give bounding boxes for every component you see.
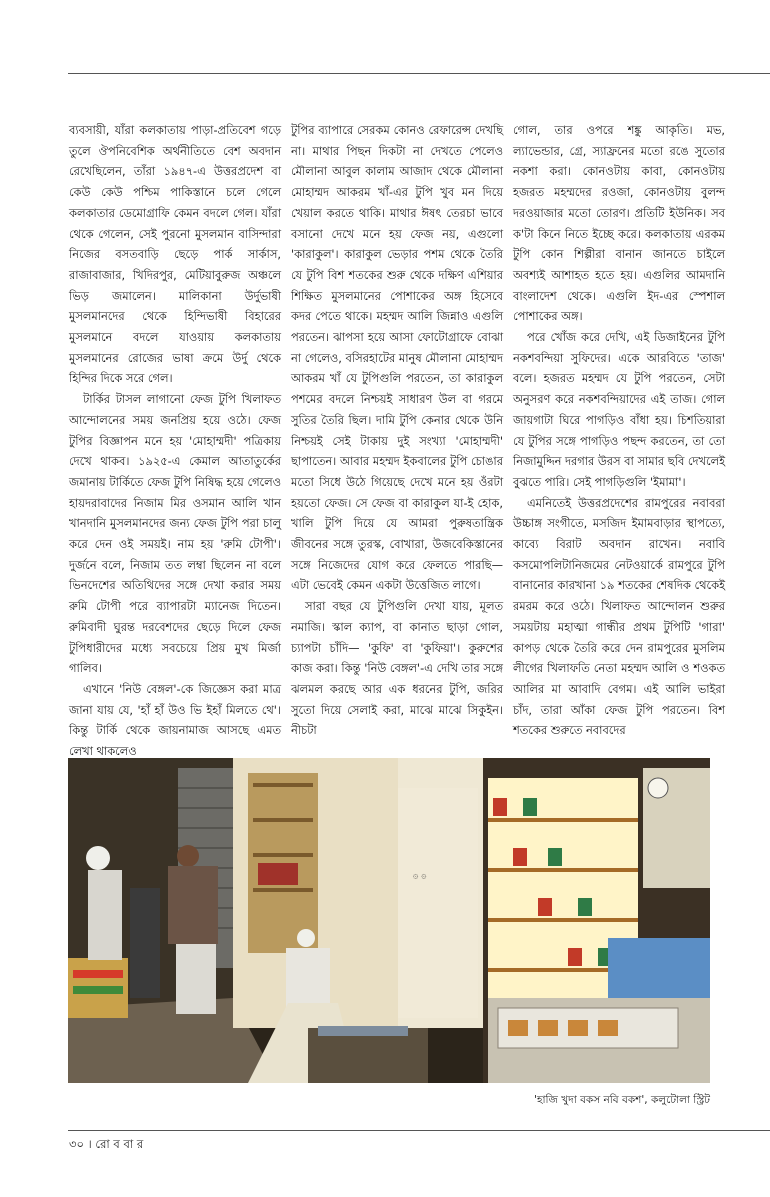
shop-photograph [68,758,710,1083]
footer-separator: । [87,1137,92,1151]
article-column-1 [69,120,281,762]
page-footer [69,1136,143,1155]
paragraph: সারা বছর যে টুপিগুলি দেখা যায়, মূলত নমাজি। স্কাল ক্যাপ, বা কানাত ছাড়া গোল, চ্যাপটা চাঁদি— 'কুফি' বা 'কুফিয়া'। কুরুশের কাজ করা। কিন্তু 'নিউ বেঙ্গল'-এ দেখি তার সঙ্গে ঝলমল করছে আর এক ধরনের টুপি, জরির সুতো দিয়ে সেলাই করা, মাঝে মাঝে সিকুইন। নীচটা [291,599,503,738]
bottom-rule [68,1130,770,1131]
top-rule [68,73,770,74]
paragraph: ব্যবসায়ী, যাঁরা কলকাতায় পাড়া-প্রতিবেশ গড়ে তুলে ঔপনিবেশিক অর্থনীতিতে বেশ অবদান রেখেছিলেন, তাঁরা ১৯৪৭-এ উত্তরপ্রদেশ বা কেউ কেউ পশ্চিম পাকিস্তানে চলে গেলে কলকাতার ডেমোগ্রাফি কেমন বদলে গেল। যাঁরা থেকে গেলেন, সেই পুরনো মুসলমান বাসিন্দারা নিজের বসতবাড়ি ছেড়ে পার্ক সার্কাস, রাজাবাজার, খিদিরপুর, মেটিয়াবুরুজ অঞ্চলে ভিড় জমালেন। মালিকানা উর্দুভাষী মুসলমানদের থেকে হিন্দিভাষী বিহারের মুসলমানে বদলে যাওয়ায় কলকাতায় মুসলমানের রোজের ভাষা ক্রমে উর্দু থেকে হিন্দির দিকে সরে গেল। [69,123,281,386]
page-number: ৩০ [69,1137,84,1151]
article-column-3 [513,120,725,741]
paragraph: টুপির ব্যাপারে সেরকম কোনও রেফারেন্স দেখছি না। মাথার পিছন দিকটা না দেখতে পেলেও মৌলানা আবুল কালাম আজাদ থেকে মৌলানা মোহাম্মদ আকরম খাঁ-এর টুপি খুব মন দিয়ে খেয়াল করতে থাকি। মাথার ঈষৎ তেরচা ভাবে বসানো দেখে মনে হয় ফেজ নয়, এগুলো 'কারাকুল'। কারাকুল ভেড়ার পশম থেকে তৈরি যে টুপি বিশ শতকের শুরু থেকে দক্ষিণ এশিয়ার শিক্ষিত মুসলমানের পোশাকের অঙ্গ হিসেবে কদর পেতে থাকে। মহম্মদ আলি জিন্নাও এগুলি পরতেন। ঝাপসা হয়ে আসা ফোটোগ্রাফে বোঝা না গেলেও, বসিরহাটের মানুষ মৌলানা মোহাম্মদ আকরম খাঁ যে টুপিগুলি পরতেন, তা কারাকুল পশমের বদলে নিশ্চয়ই সাধারণ উল বা গরমে সুতির তৈরি ছিল। দামি টুপি কেনার থেকে উনি নিশ্চয়ই সেই টাকায় দুই সংখ্যা 'মোহাম্মদী' ছাপাতেন। আবার মহম্মদ ইকবালের টুপি চোঙার মতো সিধে উঠে গিয়েছে দেখে মনে হয় ওঁরটা হয়তো ফেজ। সে ফেজ বা কারাকুল যা-ই হোক, খালি টুপি দিয়ে যে আমরা পুরুষতান্ত্রিক জীবনের সঙ্গে তুরস্ক, বোখারা, উজবেকিস্তানের সঙ্গে নিজেদের যোগ করে ফেলতে পারছি— এটা ভেবেই কেমন একটা উত্তেজিত লাগে। [291,123,503,593]
photo-caption: 'হাজি খুদা বকস নবি বকশ', কলুটোলা স্ট্রিট [534,1094,710,1106]
paragraph: এমনিতেই উত্তরপ্রদেশের রামপুরের নবাবরা উচ্চাঙ্গ সংগীতে, মসজিদ ইমামবাড়ার স্থাপত্যে, কাব্যে বিরাট অবদান রাখেন। নবাবি কসমোপলিটানিজমের নেটওয়ার্কে রামপুরে টুপি বানানোর কারখানা ১৯ শতকের শেষদিক থেকেই রমরম করে ওঠে। খিলাফত আন্দোলন শুরুর সময়টায় মহাত্মা গান্ধীর প্রথম টুপিটি 'গারা' কাপড় থেকে তৈরি করে দেন রামপুরের মুসলিম লীগের খিলাফতি নেতা মহম্মদ আলি ও শওকত আলির মা আবাদি বেগম। এই আলি ভাইরা চাঁদ, তারা আঁকা ফেজ টুপি পরতেন। বিশ শতকের শুরুতে নবাবদের [513,495,725,738]
section-name: রো ব বা র [95,1137,144,1151]
paragraph: টার্কির টাসল লাগানো ফেজ টুপি খিলাফত আন্দোলনের সময় জনপ্রিয় হয়ে ওঠে। ফেজ টুপির বিজ্ঞাপন মনে হয় 'মোহাম্মদী' পত্রিকায় দেখে থাকব। ১৯২৫-এ কেমাল আতাতুর্কের জমানায় টার্কিতে ফেজ টুপি নিষিদ্ধ হয়ে গেলেও হায়দরাবাদের নিজাম মির ওসমান আলি খান খানদানি মুসলমানদের জন্য ফেজ টুপি পরা চালু করে দেন ওই সময়ই। নাম হয় 'রুমি টোপী'। দুর্জনে বলে, নিজাম তত লম্বা ছিলেন না বলে ভিনদেশের অতিথিদের সঙ্গে দেখা করার সময় রুমি টোপী পরে ব্যাপারটা ম্যানেজ দিতেন। রুমিবাদী ঘুরন্ত দরবেশদের ছেড়ে দিলে ফেজ টুপিধারীদের মধ্যে সবচেয়ে প্রিয় মুখ মির্জা গালিব। [69,392,281,676]
paragraph: পরে খোঁজ করে দেখি, এই ডিজাইনের টুপি নকশবন্দিয়া সুফিদের। একে আরবিতে 'তাজ' বলে। হজরত মহম্মদ যে টুপি পরতেন, সেটা অনুসরণ করে নকশবন্দিয়াদের এই তাজ। গোল জায়গাটা ঘিরে পাগড়িও বাঁধা হয়। চিশতিয়ারা যে টুপির সঙ্গে পাগড়িও পছন্দ করতেন, তা তো নিজামুদ্দিন দরগার উরস বা সামার ছবি দেখলেই বুঝতে পারি। সেই পাগড়িগুলি 'ইমামা'। [513,330,725,489]
article-column-2 [291,120,503,741]
paragraph: গোল, তার ওপরে শঙ্কু আকৃতি। মভ, ল্যাভেন্ডার, গ্রে, স্যাফ্রনের মতো রঙে সুতোর নকশা করা। কোনওটায় কাবা, কোনওটায় হজরত মহম্মদের রওজা, কোনওটায় বুলন্দ দরওয়াজার মতো তোরণ। প্রতিটি ইউনিক। সব ক'টা কিনে নিতে ইচ্ছে করে। কলকাতায় এরকম টুপি কোন শিল্পীরা বানান জানতে চাইলে অবশ্যই আশাহত হতে হয়। এগুলির আমদানি বাংলাদেশ থেকে। এগুলি ইদ-এর স্পেশাল পোশাকের অঙ্গ। [513,123,725,324]
paragraph: এখানে 'নিউ বেঙ্গল'-কে জিজ্ঞেস করা মাত্র জানা যায় যে, 'হাঁ হাঁ উও ভি ইহাঁ মিলতে থে'। কিন্তু টার্কি থেকে জায়নামাজ আসছে এমত লেখা থাকলেও [69,681,281,759]
shop-photograph-illustration [68,758,710,1083]
svg-text:۞ ۞: ۞ ۞ [413,871,427,881]
